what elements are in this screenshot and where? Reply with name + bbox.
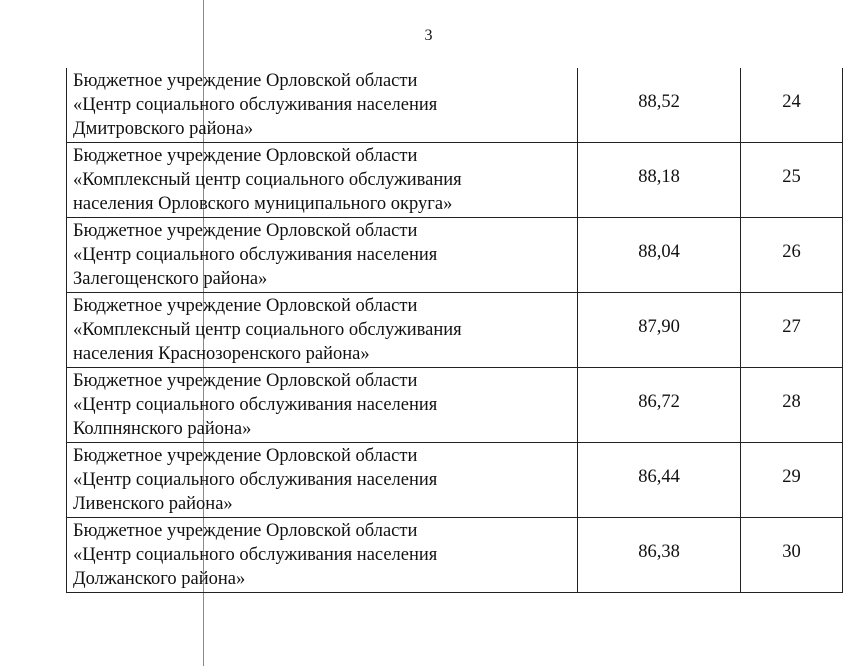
institution-name-line: населения Краснозоренского района» [73, 344, 370, 364]
institution-name-line: Бюджетное учреждение Орловской области [73, 221, 418, 241]
institution-name-line: «Центр социального обслуживания населения [73, 395, 438, 415]
institution-name-line: Бюджетное учреждение Орловской области [73, 371, 418, 391]
institution-name-line: «Комплексный центр социального обслуживания [73, 320, 462, 340]
score-cell: 88,04 [578, 218, 741, 293]
institution-name-line: Залегощенского района» [73, 269, 268, 289]
table-row [67, 143, 843, 218]
rank-cell: 25 [741, 143, 843, 218]
institution-name-cell [67, 218, 578, 293]
score-cell: 88,52 [578, 68, 741, 143]
table-row [67, 518, 843, 593]
table-row [67, 68, 843, 143]
institution-name-cell [67, 443, 578, 518]
rank-cell: 30 [741, 518, 843, 593]
institution-name-line: «Центр социального обслуживания населения [73, 95, 438, 115]
institution-name-cell [67, 368, 578, 443]
score-cell: 87,90 [578, 293, 741, 368]
institution-name-line: Ливенского района» [73, 494, 233, 514]
institution-name-line: Дмитровского района» [73, 119, 254, 139]
table-row [67, 293, 843, 368]
institution-name-line: Бюджетное учреждение Орловской области [73, 521, 418, 541]
score-cell: 86,44 [578, 443, 741, 518]
institution-name-cell [67, 518, 578, 593]
institution-name-cell [67, 293, 578, 368]
table-row [67, 368, 843, 443]
institution-name-line: Колпнянского района» [73, 419, 252, 439]
rank-cell: 27 [741, 293, 843, 368]
institution-name-line: «Комплексный центр социального обслуживания [73, 170, 462, 190]
score-cell: 86,72 [578, 368, 741, 443]
page-number: 3 [424, 27, 433, 44]
institution-name-line: Бюджетное учреждение Орловской области [73, 296, 418, 316]
institution-name-line: населения Орловского муниципального округа» [73, 194, 453, 214]
institution-name-line: Бюджетное учреждение Орловской области [73, 71, 418, 91]
institution-name-line: Бюджетное учреждение Орловской области [73, 146, 418, 166]
table-row [67, 443, 843, 518]
institution-name-line: Бюджетное учреждение Орловской области [73, 446, 418, 466]
ranking-table [66, 68, 843, 593]
institution-name-cell [67, 68, 578, 143]
institution-name-line: Должанского района» [73, 569, 246, 589]
rank-cell: 28 [741, 368, 843, 443]
rank-cell: 29 [741, 443, 843, 518]
score-cell: 86,38 [578, 518, 741, 593]
score-cell: 88,18 [578, 143, 741, 218]
institution-name-line: «Центр социального обслуживания населения [73, 545, 438, 565]
table-row [67, 218, 843, 293]
institution-name-line: «Центр социального обслуживания населения [73, 245, 438, 265]
rank-cell: 24 [741, 68, 843, 143]
institution-name-line: «Центр социального обслуживания населения [73, 470, 438, 490]
rank-cell: 26 [741, 218, 843, 293]
institution-name-cell [67, 143, 578, 218]
